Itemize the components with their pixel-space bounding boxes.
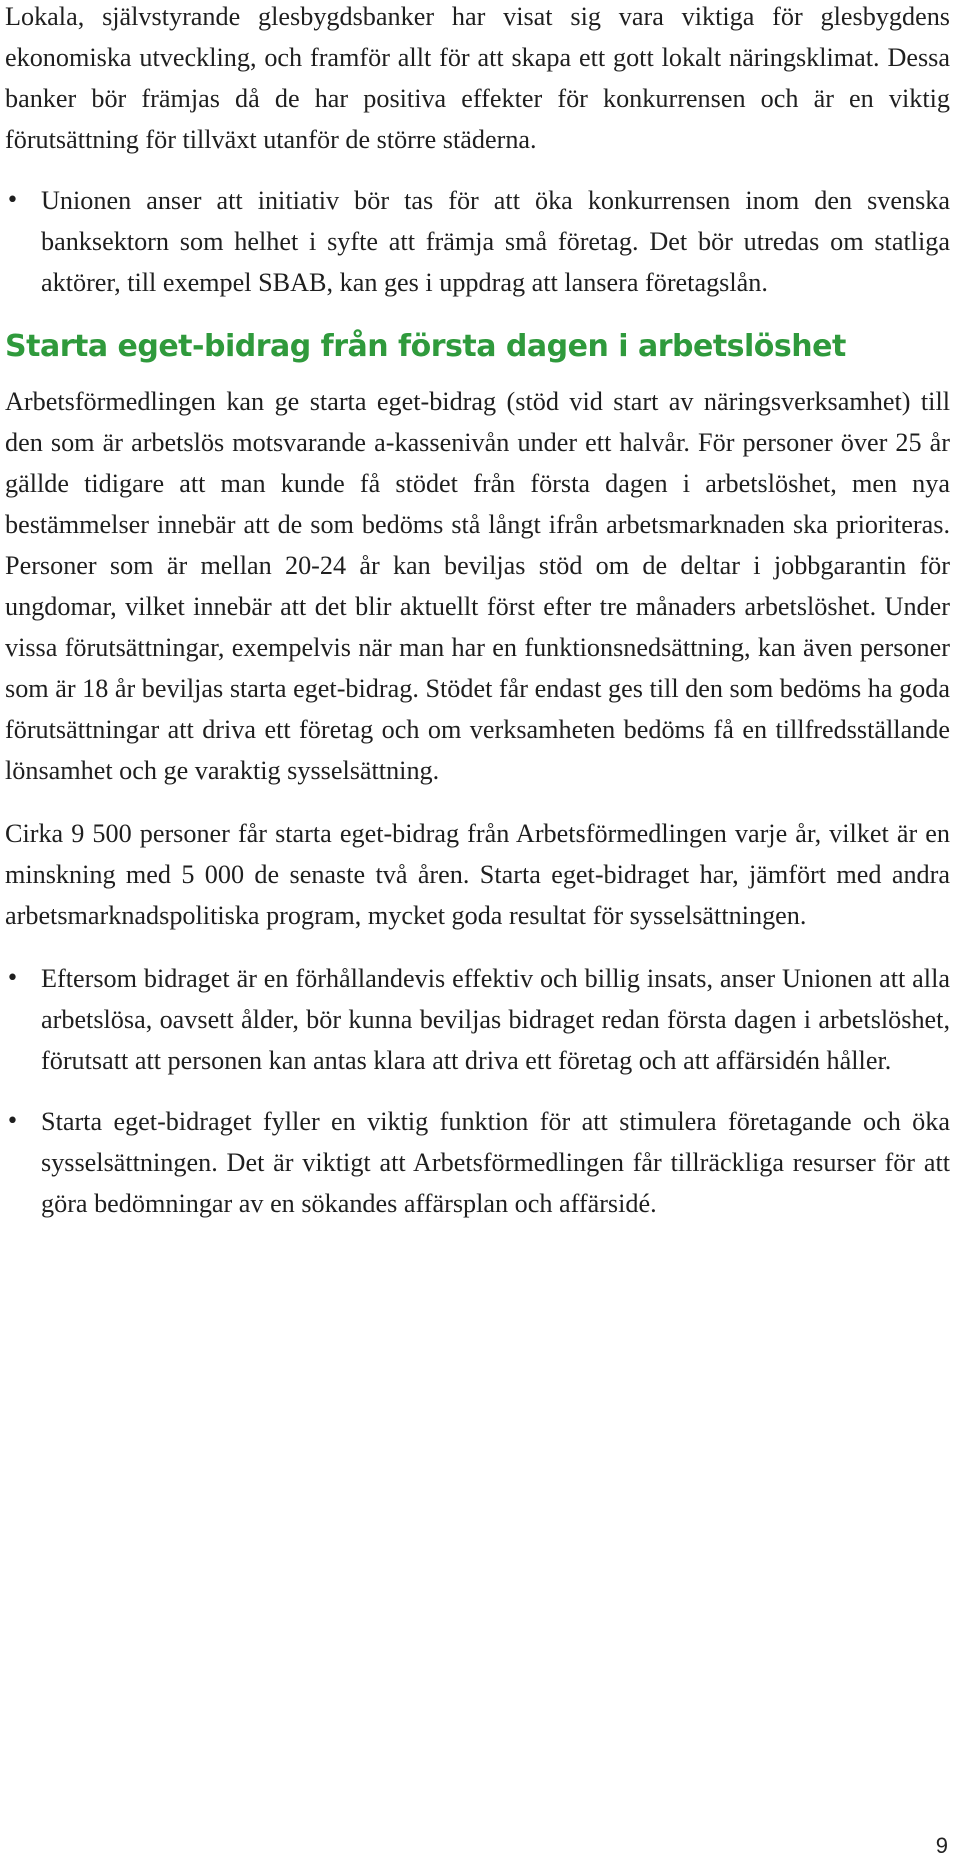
intro-bullet-list (5, 180, 950, 303)
body-paragraph: Arbetsförmedlingen kan ge starta eget-bidrag (stöd vid start av näringsverksamhet) till den som är arbetslös motsvarande a-kassenivån under ett halvår. För personer över 25 år gällde tidigare att man kunde få stödet från första dagen i arbetslöshet, men nya bestämmelser innebär att de som bedöms stå långt ifrån arbetsmarknaden ska prioriteras. Personer som är mellan 20-24 år kan beviljas stöd om de deltar i jobbgarantin för ungdomar, vilket innebär att det blir aktuellt först efter tre månaders arbetslöshet. Under vissa förutsättningar, exempelvis när man har en funktionsnedsättning, kan även personer som är 18 år beviljas starta eget-bidrag. Stödet får endast ges till den som bedöms ha goda förutsättningar att driva ett företag och om verksamheten bedöms få en tillfredsställande lönsamhet och ge varaktig sysselsättning. (5, 387, 950, 785)
bullet-icon: • (6, 188, 19, 213)
section-heading: Starta eget-bidrag från första dagen i arbetslöshet (5, 329, 846, 364)
bullet-item (5, 180, 950, 303)
page-number: 9 (935, 1833, 948, 1858)
bullet-item (5, 1101, 950, 1224)
bullet-icon: • (6, 966, 19, 991)
section-bullet-list (5, 958, 950, 1224)
bullet-text: Unionen anser att initiativ bör tas för att öka konkurrensen inom den svenska banksektorn som helhet i syfte att främja små företag. Det bör utredas om statliga aktörer, till exempel SBAB, kan ges i uppdrag att lansera företagslån. (41, 186, 950, 297)
body-paragraph: Cirka 9 500 personer får starta eget-bidrag från Arbetsförmedlingen varje år, vilket är en minskning med 5 000 de senaste två åren. Starta eget-bidraget har, jämfört med andra arbetsmarknadspolitiska program, mycket goda resultat för sysselsättningen. (5, 819, 950, 930)
bullet-item (5, 958, 950, 1081)
bullet-text: Starta eget-bidraget fyller en viktig funktion för att stimulera företagande och öka sysselsättningen. Det är viktigt att Arbetsförmedlingen får tillräckliga resurser för att göra bedömningar av en sökandes affärsplan och affärsidé. (41, 1107, 950, 1218)
intro-paragraph: Lokala, självstyrande glesbygdsbanker har visat sig vara viktiga för glesbygdens ekonomiska utveckling, och framför allt för att skapa ett gott lokalt näringsklimat. Dessa banker bör främjas då de har positiva effekter för konkurrensen och är en viktig förutsättning för tillväxt utanför de större städerna. (5, 2, 950, 154)
bullet-text: Eftersom bidraget är en förhållandevis effektiv och billig insats, anser Unionen att alla arbetslösa, oavsett ålder, bör kunna beviljas bidraget redan första dagen i arbetslöshet, förutsatt att personen kan antas klara att driva ett företag och att affärsidén håller. (41, 964, 950, 1075)
bullet-icon: • (6, 1109, 19, 1134)
document-page (5, 0, 950, 1224)
